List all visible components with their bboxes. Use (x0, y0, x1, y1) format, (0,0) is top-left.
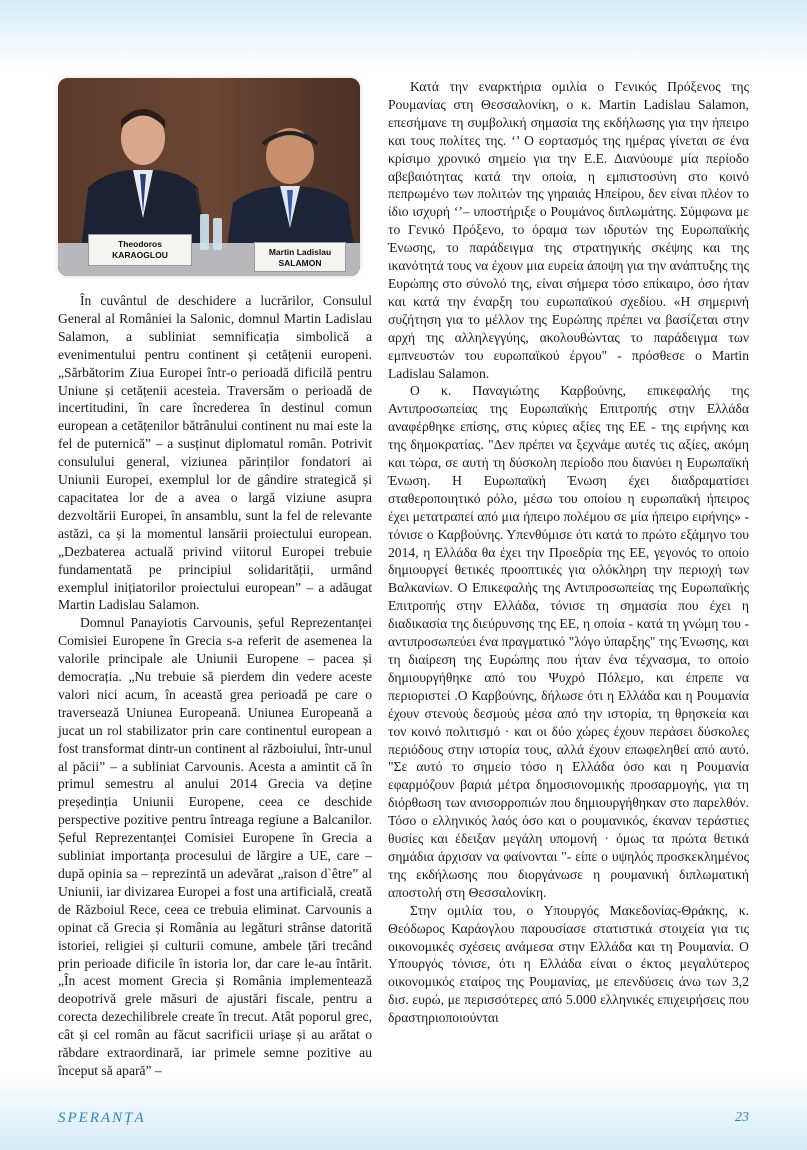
magazine-title: SPERANȚA (58, 1110, 146, 1126)
nameplate-left-line2: KARAOGLOU (112, 250, 168, 260)
paragraph: Domnul Panayiotis Carvounis, șeful Reprezentanței Comisiei Europene în Grecia s-a referit de asemenea la valorile principale ale Uniunii Europene – pacea și democrația. „Nu trebuie să pierdem din vedere aceste valori nici acum, în această grea perioadă pe care o traversează Uniunea Europeană. Uniunea Europeană a jucat un rol stabilizator prin care continentul european a fost transformat dintr-un continent al războiului, într-unul al păcii” – a subliniat Carvounis. Acesta a amintit că în primul semestru al anului 2014 Grecia va deține președinția Uniunii Europene, ceea ce deschide perspective pozitive pentru întreaga regiune a Balcanilor. Șeful Reprezentanței Comisiei Europene în Grecia a subliniat importanța procesului de lărgire a UE, care – după opinia sa – reprezintă un adevărat „raison d`être” al Uniunii, iar divizarea Europei a fost una artificială, creată de Războiul Rece, ceea ce trebuia eliminat. Carvounis a opinat că Grecia și România au legături strânse datorită istoriei, religiei și culturii comune, ambele țări trecând prin perioade dificile în istoria lor, dar care le-au întărit. „În acest moment Grecia și România implementează deopotrivă grele măsuri de ajustări fiscale, pentru a corecta dezechilibrele create în trecut. Atât poporul grec, cât și cel român au făcut sacrificii uriașe și au arătat o răbdare extraordinară, iar primele semne pozitive au început să apară” – (58, 615, 372, 1078)
nameplate-right-line1: Martin Ladislau (268, 247, 332, 257)
paragraph: Κατά την εναρκτήρια ομιλία ο Γενικός Πρόξενος της Ρουμανίας στη Θεσσαλονίκη, ο κ. Martin Ladislau Salamon, επεσήμανε τη συμβολική σημασία της εκδήλωσης για την ήπειρο και τους πολίτες της. ‘’ Ο εορτασμός της ημέρας γίνεται σε ένα κρίσιμο χρονικό σημείο για την Ε.Ε. Διανύουμε μία περίοδο αβεβαιότητας κατά την οποία, η εμπιστοσύνη στο κοινό πεπρωμένο των πολιτών της γηραιάς Ηπείρου, δεν είναι πλέον το ίδιο ισχυρή ‘’– υποστήριξε ο Ρουμάνος διπλωμάτης. Σύμφωνα με το Γενικό Πρόξενο, το όραμα των ιδρυτών της Ευρωπαϊκής Ένωσης, το παράδειγμα της στρατηγικής σκέψης και της ικανότητά τους να έχουν μια ευρεία άποψη για την ανάπτυξης της Ευρώπης στο σύνολό της, είναι σήμερα τόσο επίκαιρο, όσο ήταν και κατά την έναρξη του ευρωπαϊκού σχεδίου. «Η σημερινή συζήτηση για το μέλλον της Ευρώπης πρέπει να βασίζεται στην αρχή της αλληλεγγύης, ακολουθώντας το παράδειγμα των εμπνευστών του ευρωπαϊκού έργου" - πρόσθεσε ο Martin Ladislau Salamon. (388, 79, 749, 381)
nameplate-right-line2: SALAMON (278, 258, 322, 268)
paragraph: Ο κ. Παναγιώτης Καρβούνης, επικεφαλής της Αντιπροσωπείας της Ευρωπαϊκής Επιτροπής στην Ελλάδα αναφέρθηκε επίσης, στις κύριες αξίες της ΕΕ - της ειρήνης και της δημοκρατίας. "Δεν πρέπει να ξεχνάμε αυτές τις αξίες, ακόμη και τώρα, σε αυτή τη δύσκολη περίοδο που διανύει η Ευρωπαϊκή Ένωση. Η Ευρωπαϊκή Ένωση έχει διαδραματίσει σταθεροποιητικό ρόλο, μέσω του οποίου η ευρωπαϊκή ήπειρος έχει μετατραπεί από μια ήπειρο πολέμου σε μία ήπειρο ειρήνης» - τόνισε ο Καρβούνης. Υπενθύμισε ότι κατά το πρώτο εξάμηνο του 2014, η Ελλάδα θα έχει την Προεδρία της ΕΕ, γεγονός το οποίο δημιουργεί θετικές προοπτικές για ολόκληρη την περιοχή των Βαλκανίων. Ο Επικεφαλής της Αντιπροσωπείας της Ευρωπαϊκής Επιτροπής στην Ελλάδα, τόνισε τη σημασία που έχει η διαδικασία της διεύρυνσης της ΕΕ, η οποία - κατά τη γνώμη του - αντιπροσωπεύει ένα πραγματικό "λόγο ύπαρξης" της Ένωσης, και τη διαίρεση της Ευρώπης που ήταν ένα τέχνασμα, το οποίο δημιουργήθηκε από του Ψυχρό Πόλεμο, και έπρεπε να περιοριστεί .Ο Καρβούνης, δήλωσε ότι η Ελλάδα και η Ρουμανία έχουν στενούς δεσμούς μέσα από την ιστορία, τη θρησκεία και τον κοινό πολιτισμό · και οι δύο χώρες έχουν περάσει δύσκολες περιόδους στην ιστορία τους, αλλά έχουν επωφεληθεί από αυτό. "Σε αυτό το σημείο τόσο η Ελλάδα όσο και η Ρουμανία εφαρμόζουν βαριά μέτρα δημοσιονομικής προσαρμογής, για τη διόρθωση των ανισορροπιών που δημιουργήθηκαν στο παρελθόν. Τόσο ο ελληνικός λαός όσο και ο ρουμανικός, έκαναν τεράστιες θυσίες και έδειξαν μεγάλη υπομονή · όμως τα πρώτα θετικά σημάδια άρχισαν να φαίνονται "- είπε ο υψηλός προσκεκλημένος της εκδήλωσης που διοργάνωσε η ρουμανική διπλωματική αποστολή στη Θεσσαλονίκη. (388, 383, 749, 900)
paragraph: În cuvântul de deschidere a lucrărilor, Consulul General al României la Salonic, domnul Martin Ladislau Salamon, a subliniat semnificația simbolică a evenimentului pentru continent și cetățenii europeni. „Sărbătorim Ziua Europei într-o perioadă dificilă pentru Uniune și cetățenii acesteia. Traversăm o perioadă de incertitudini, în care încrederea în destinul comun european a cetățenilor bătrânului continent nu mai este la fel de puternică” – a susținut diplomatul român. Potrivit consulului general, viziunea părinților fondatori ai Uniunii Europei, exemplul lor de gândire strategică și capacitatea lor de a avea o largă viziune asupra dezvoltării Europei, în ansamblu, sunt la fel de relevante astăzi, ca și la momentul lansării proiectului european. „Dezbaterea actuală privind viitorul Europei trebuie fundamentată pe principiul solidarității, urmând exemplul inițiatorilor proiectului european” – a adăugat Martin Ladislau Salamon. (58, 293, 372, 613)
nameplate-left-line1: Theodoros (118, 239, 162, 249)
paragraph: Στην ομιλία του, ο Υπουργός Μακεδονίας-Θράκης, κ. Θεόδωρος Καράογλου παρουσίασε στατιστικά στοιχεία για τις οικονομικές σχέσεις ανάμεσα στην Ελλάδα και τη Ρουμανία. Ο Υπουργός τόνισε, ότι η Ελλάδα είναι ο έκτος μεγαλύτερος οικονομικός εταίρος της Ρουμανίας, με επενδύσεις άνω των 3,2 δισ. ευρώ, με περισσότερες από 5.000 ελληνικές επιχειρήσεις που δραστηριοποιούνται (388, 902, 749, 1026)
greek-text-column (388, 78, 749, 1027)
nameplate-right (254, 242, 346, 272)
conference-photo (58, 78, 360, 276)
page-number: 23 (735, 1110, 749, 1125)
nameplate-left (88, 234, 192, 266)
romanian-text-column (58, 292, 372, 1080)
